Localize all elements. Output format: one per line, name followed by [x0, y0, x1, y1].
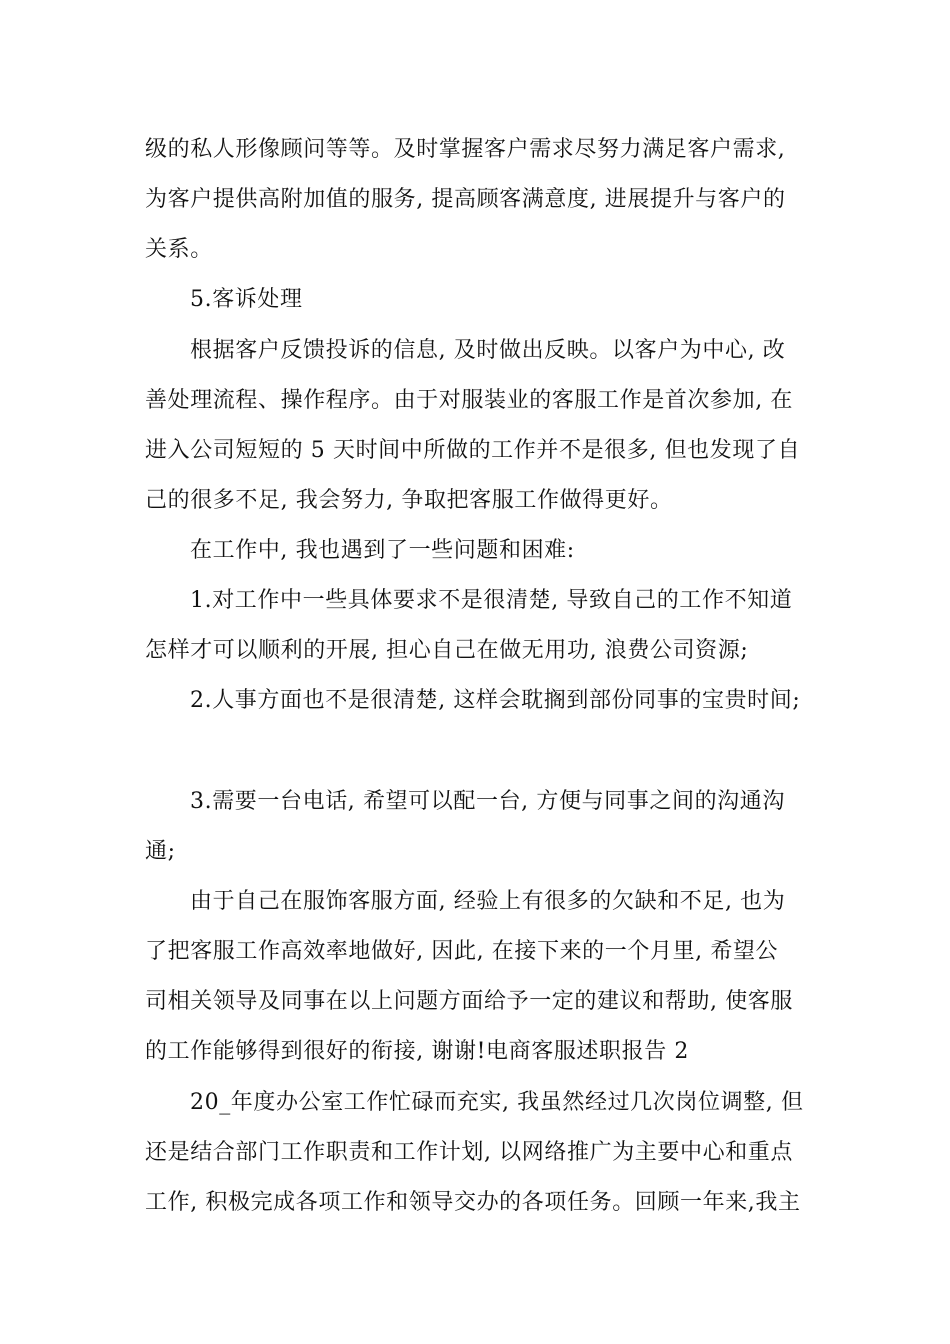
text-line: 在工作中, 我也遇到了一些问题和困难:: [190, 538, 575, 563]
text-line: 通;: [145, 839, 176, 864]
text-line: 20_年度办公室工作忙碌而充实, 我虽然经过几次岗位调整, 但: [190, 1090, 804, 1115]
text-line: 的工作能够得到很好的衔接, 谢谢!电商客服述职报告 2: [145, 1039, 690, 1064]
text-line: 根据客户反馈投诉的信息, 及时做出反映。以客户为中心, 改: [190, 338, 786, 363]
list-item: 1.对工作中一些具体要求不是很清楚, 导致自己的工作不知道: [190, 588, 793, 613]
text-line: 己的很多不足, 我会努力, 争取把客服工作做得更好。: [145, 488, 673, 513]
text-line: 进入公司短短的 5 天时间中所做的工作并不是很多, 但也发现了自: [145, 438, 801, 463]
text-line: 还是结合部门工作职责和工作计划, 以网络推广为主要中心和重点: [145, 1140, 793, 1165]
section-heading: 5.客诉处理: [190, 287, 303, 312]
text-line: 为客户提供高附加值的服务, 提高顾客满意度, 进展提升与客户的: [145, 187, 786, 212]
list-item: 2.人事方面也不是很清楚, 这样会耽搁到部份同事的宝贵时间;: [190, 688, 801, 713]
text-line: 由于自己在服饰客服方面, 经验上有很多的欠缺和不足, 也为: [190, 889, 786, 914]
list-item: 3.需要一台电话, 希望可以配一台, 方便与同事之间的沟通沟: [190, 789, 785, 814]
text-line: 善处理流程、操作程序。由于对服装业的客服工作是首次参加, 在: [145, 388, 793, 413]
text-line: 级的私人形像顾问等等。及时掌握客户需求尽努力满足客户需求,: [145, 137, 786, 162]
text-line: 关系。: [145, 237, 213, 262]
text-line: 怎样才可以顺利的开展, 担心自己在做无用功, 浪费公司资源;: [145, 638, 749, 663]
text-line: 工作, 积极完成各项工作和领导交办的各项任务。回顾一年来,我主: [145, 1190, 801, 1215]
text-line: 司相关领导及同事在以上问题方面给予一定的建议和帮助, 使客服: [145, 989, 793, 1014]
text-line: 了把客服工作高效率地做好, 因此, 在接下来的一个月里, 希望公: [145, 939, 779, 964]
